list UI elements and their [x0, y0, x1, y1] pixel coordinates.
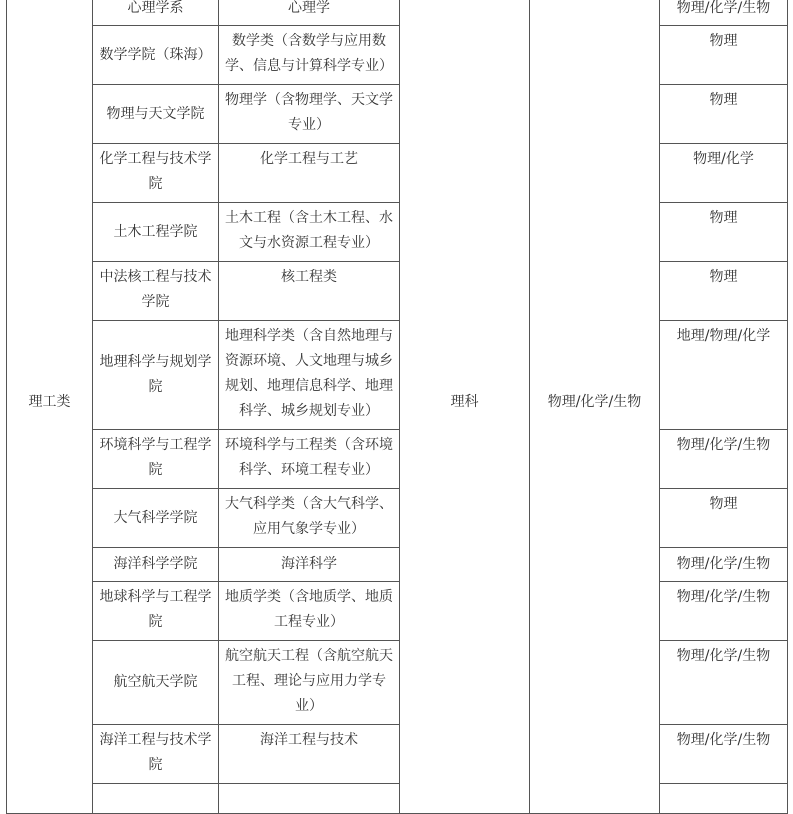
requirement-cell: 物理/化学/生物: [660, 430, 788, 489]
major-cell: 化学工程与工艺: [219, 144, 400, 203]
requirement-cell: 物理: [660, 85, 788, 144]
school-cell: 中法核工程与技术学院: [93, 262, 219, 321]
major-cell: 海洋科学: [219, 548, 400, 582]
requirement-cell: 物理: [660, 203, 788, 262]
major-cell: 数学类（含数学与应用数学、信息与计算科学专业）: [219, 26, 400, 85]
school-cell: 土木工程学院: [93, 203, 219, 262]
science-type-label: 理科: [450, 393, 479, 410]
requirement-cell: 物理/化学/生物: [660, 725, 788, 784]
category-cell: [7, 0, 93, 814]
school-cell: 航空航天学院: [93, 641, 219, 725]
category-label: 理工类: [28, 393, 71, 410]
school-cell: 化学工程与技术学院: [93, 144, 219, 203]
school-cell: 大气科学学院: [93, 489, 219, 548]
requirement-cell: 物理/化学/生物: [660, 0, 788, 26]
major-cell: 土木工程（含土木工程、水文与水资源工程专业）: [219, 203, 400, 262]
school-cell: 地球科学与工程学院: [93, 582, 219, 641]
major-cell: 地理科学类（含自然地理与资源环境、人文地理与城乡规划、地理信息科学、地理科学、城乡规划专业）: [219, 321, 400, 430]
major-cell: 大气科学类（含大气科学、应用气象学专业）: [219, 489, 400, 548]
requirement-cell: 物理/化学/生物: [660, 582, 788, 641]
school-cell: 数学学院（珠海）: [93, 26, 219, 85]
admission-table: [6, 0, 788, 814]
requirement-cell: 物理: [660, 489, 788, 548]
school-cell: 环境科学与工程学院: [93, 430, 219, 489]
subject-group-label: 物理/化学/生物: [547, 393, 642, 410]
requirement-cell: 物理: [660, 262, 788, 321]
school-cell: [93, 784, 219, 814]
major-cell: 海洋工程与技术: [219, 725, 400, 784]
subject-group-cell: [530, 0, 660, 814]
major-cell: 航空航天工程（含航空航天工程、理论与应用力学专业）: [219, 641, 400, 725]
major-cell: 地质学类（含地质学、地质工程专业）: [219, 582, 400, 641]
school-cell: 物理与天文学院: [93, 85, 219, 144]
major-cell: 物理学（含物理学、天文学专业）: [219, 85, 400, 144]
requirement-cell: [660, 784, 788, 814]
school-cell: 地理科学与规划学院: [93, 321, 219, 430]
requirement-cell: 物理/化学/生物: [660, 641, 788, 725]
requirement-cell: 物理: [660, 26, 788, 85]
requirement-cell: 物理/化学: [660, 144, 788, 203]
school-cell: 心理学系: [93, 0, 219, 26]
major-cell: 核工程类: [219, 262, 400, 321]
requirement-cell: 地理/物理/化学: [660, 321, 788, 430]
major-cell: 环境科学与工程类（含环境科学、环境工程专业）: [219, 430, 400, 489]
school-cell: 海洋科学学院: [93, 548, 219, 582]
major-cell: 心理学: [219, 0, 400, 26]
major-cell: [219, 784, 400, 814]
science-type-cell: [400, 0, 530, 814]
school-cell: 海洋工程与技术学院: [93, 725, 219, 784]
requirement-cell: 物理/化学/生物: [660, 548, 788, 582]
